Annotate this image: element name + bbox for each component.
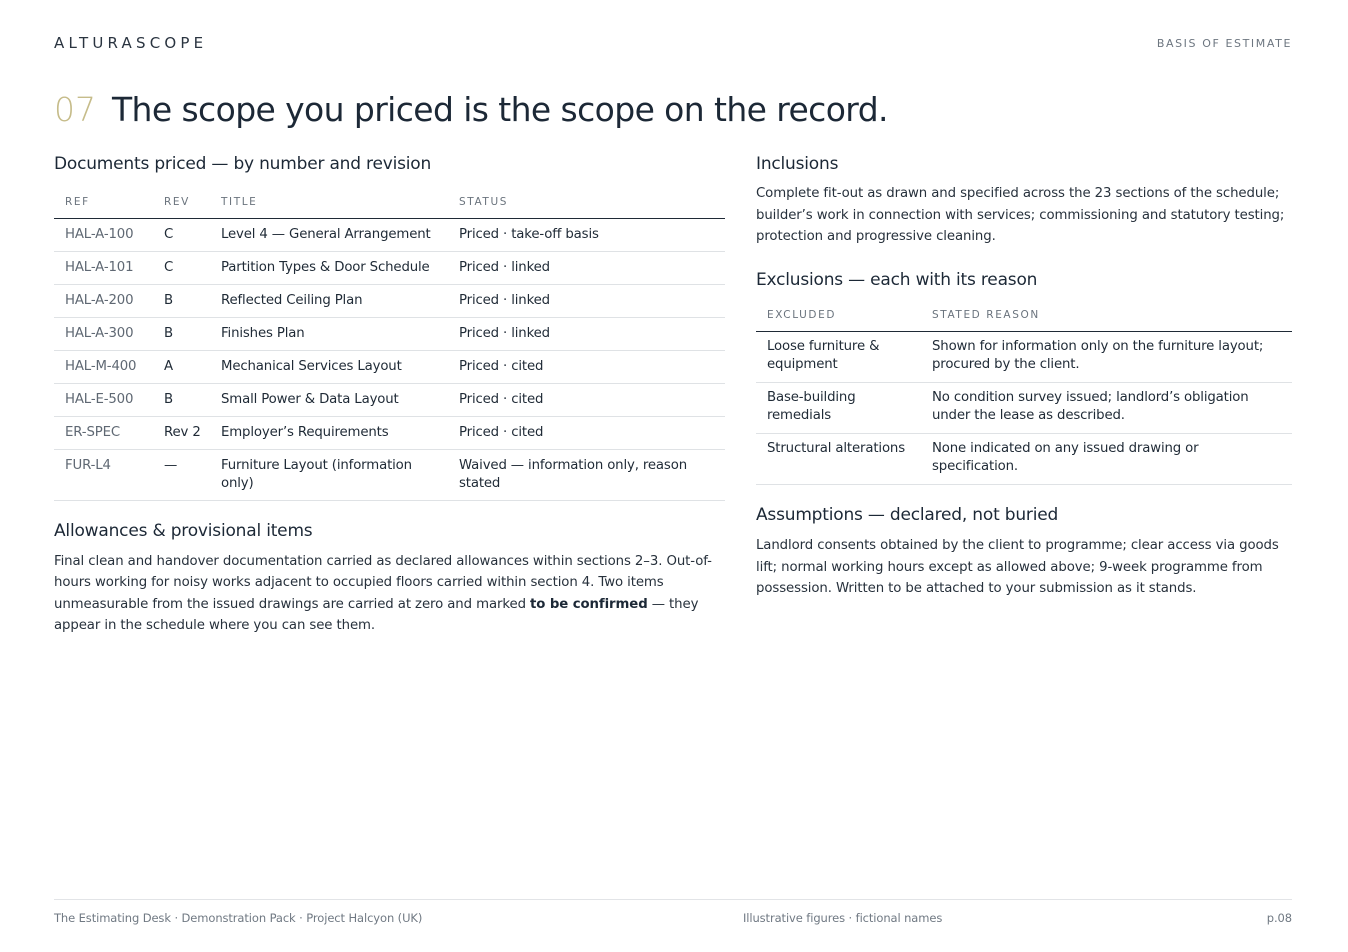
table-row: [54, 383, 725, 416]
doc-rev: B: [153, 284, 210, 317]
excluded-item: Structural alterations: [756, 434, 921, 485]
section-number: 07: [54, 90, 96, 129]
table-row: [54, 218, 725, 251]
column-header-ref: REF: [54, 186, 153, 218]
page-headline: [54, 90, 888, 129]
allowances-text-part: — they appear in the schedule where you can see them.: [54, 596, 699, 633]
doc-title: Finishes Plan: [210, 317, 448, 350]
assumptions-heading: Assumptions — declared, not buried: [756, 505, 1059, 525]
table-row: [756, 383, 1292, 434]
page-number: p.08: [1266, 911, 1292, 925]
doc-title: Reflected Ceiling Plan: [210, 284, 448, 317]
table-row: [756, 332, 1292, 383]
column-header-excluded: EXCLUDED: [756, 300, 921, 332]
excluded-item: Loose furniture & equipment: [756, 332, 921, 383]
table-row: [756, 434, 1292, 485]
table-row: [54, 317, 725, 350]
doc-status: Priced · linked: [448, 284, 725, 317]
doc-status: Priced · cited: [448, 350, 725, 383]
allowances-heading: Allowances & provisional items: [54, 520, 313, 541]
doc-status: Waived — information only, reason stated: [448, 449, 725, 500]
column-header-title: TITLE: [210, 186, 448, 218]
page-title: The scope you priced is the scope on the record.: [112, 90, 888, 129]
doc-ref: FUR-L4: [54, 449, 153, 500]
doc-ref: HAL-A-300: [54, 317, 153, 350]
exclusions-header-row: [756, 300, 1292, 332]
doc-ref: HAL-M-400: [54, 350, 153, 383]
doc-title: Employer’s Requirements: [210, 416, 448, 449]
documents-header-row: [54, 186, 725, 218]
left-column: [54, 152, 725, 637]
footer-project: The Estimating Desk · Demonstration Pack · Project Halcyon (UK): [54, 911, 423, 925]
table-row: [54, 251, 725, 284]
doc-rev: C: [153, 251, 210, 284]
documents-table: [54, 186, 725, 501]
doc-title: Partition Types & Door Schedule: [210, 251, 448, 284]
excluded-reason: Shown for information only on the furniture layout; procured by the client.: [921, 332, 1292, 383]
documents-heading: Documents priced — by number and revision: [54, 154, 432, 174]
brand-wordmark: ALTURASCOPE: [54, 34, 208, 52]
doc-rev: C: [153, 218, 210, 251]
doc-ref: HAL-A-101: [54, 251, 153, 284]
doc-rev: B: [153, 383, 210, 416]
document-label: BASIS OF ESTIMATE: [1156, 37, 1292, 50]
allowances-text: [54, 551, 725, 637]
table-row: [54, 449, 725, 500]
footer-divider: [54, 899, 1292, 900]
exclusions-table: [756, 300, 1292, 486]
doc-status: Priced · cited: [448, 416, 725, 449]
doc-ref: HAL-A-100: [54, 218, 153, 251]
column-header-rev: REV: [153, 186, 210, 218]
excluded-item: Base-building remedials: [756, 383, 921, 434]
table-row: [54, 350, 725, 383]
doc-rev: B: [153, 317, 210, 350]
doc-title: Level 4 — General Arrangement: [210, 218, 448, 251]
doc-status: Priced · linked: [448, 251, 725, 284]
doc-title: Furniture Layout (information only): [210, 449, 448, 500]
inclusions-text: Complete fit-out as drawn and specified across the 23 sections of the schedule; builder’s work in connection with services; commissioning and statutory testing; protection and progressive cleaning.: [756, 186, 1285, 244]
doc-status: Priced · linked: [448, 317, 725, 350]
doc-title: Mechanical Services Layout: [210, 350, 448, 383]
assumptions-text: Landlord consents obtained by the client to programme; clear access via goods lift; normal working hours except as allowed above; 9-week programme from possession. Written to be attached to your submission as it stands.: [756, 538, 1279, 596]
doc-status: Priced · cited: [448, 383, 725, 416]
table-row: [54, 416, 725, 449]
doc-ref: HAL-A-200: [54, 284, 153, 317]
inclusions-heading: Inclusions: [756, 154, 839, 174]
excluded-reason: None indicated on any issued drawing or specification.: [921, 434, 1292, 485]
doc-status: Priced · take-off basis: [448, 218, 725, 251]
doc-rev: Rev 2: [153, 416, 210, 449]
doc-rev: —: [153, 449, 210, 500]
exclusions-heading: Exclusions — each with its reason: [756, 269, 1038, 290]
column-header-status: STATUS: [448, 186, 725, 218]
to-be-confirmed-emphasis: to be confirmed: [530, 596, 648, 612]
footer-disclaimer: Illustrative figures · fictional names: [743, 911, 943, 925]
table-row: [54, 284, 725, 317]
column-header-reason: STATED REASON: [921, 300, 1292, 332]
doc-ref: ER-SPEC: [54, 416, 153, 449]
doc-ref: HAL-E-500: [54, 383, 153, 416]
doc-title: Small Power & Data Layout: [210, 383, 448, 416]
right-column: [756, 152, 1292, 600]
allowances-text-part: Final clean and handover documentation carried as declared allowances within sections 2–3. Out-of-hours working for noisy works adjacent to occupied floors carried within section 4. Two items unmeasurable from the issued drawings are carried at zero and marked: [54, 553, 712, 612]
doc-rev: A: [153, 350, 210, 383]
excluded-reason: No condition survey issued; landlord’s obligation under the lease as described.: [921, 383, 1292, 434]
